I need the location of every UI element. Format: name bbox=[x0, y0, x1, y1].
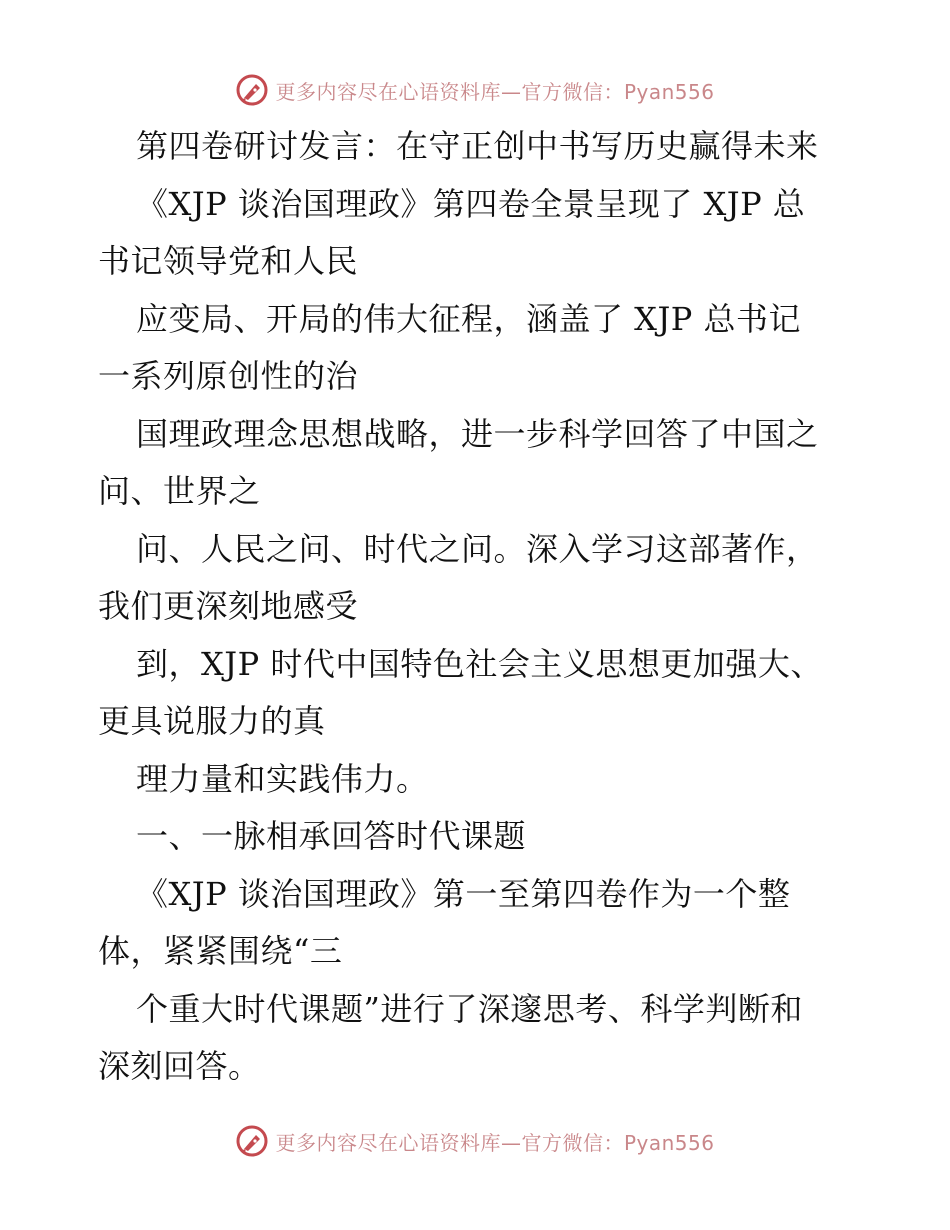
document-body bbox=[98, 118, 858, 1096]
paragraph-line: 理力量和实践伟力。 bbox=[136, 759, 429, 798]
paragraph-line: 体，紧紧围绕“三 bbox=[98, 932, 343, 970]
document-title: 第四卷研讨发言：在守正创中书写历史赢得未来 bbox=[136, 127, 819, 165]
pen-nib-logo-icon bbox=[235, 1124, 269, 1158]
watermark-text: 更多内容尽在心语资料库—官方微信：Pyan556 bbox=[275, 79, 715, 104]
paragraph-line: 书记领导党和人民 bbox=[98, 242, 359, 280]
paragraph-line: 深刻回答。 bbox=[98, 1047, 261, 1085]
paragraph-line: 《XJP 谈治国理政》第一至第四卷作为一个整 bbox=[136, 874, 791, 913]
header-watermark bbox=[0, 70, 950, 110]
paragraph-line: 个重大时代课题”进行了深邃思考、科学判断和 bbox=[136, 989, 803, 1028]
paragraph-line: 到，XJP 时代中国特色社会主义思想更加强大、 bbox=[136, 644, 823, 683]
paragraph-line: 一系列原创性的治 bbox=[98, 357, 359, 395]
section-heading: 一、一脉相承回答时代课题 bbox=[136, 817, 527, 855]
watermark-text: 更多内容尽在心语资料库—官方微信：Pyan556 bbox=[275, 1130, 715, 1155]
paragraph-line: 我们更深刻地感受 bbox=[98, 587, 359, 625]
paragraph-line: 《XJP 谈治国理政》第四卷全景呈现了 XJP 总 bbox=[136, 184, 806, 223]
paragraph-line: 更具说服力的真 bbox=[98, 702, 326, 740]
paragraph-line: 国理政理念思想战略，进一步科学回答了中国之 bbox=[136, 414, 819, 453]
paragraph-line: 问、人民之问、时代之问。深入学习这部著作， bbox=[136, 529, 819, 568]
pen-nib-logo-icon bbox=[235, 73, 269, 107]
paragraph-line: 问、世界之 bbox=[98, 472, 261, 510]
footer-watermark bbox=[0, 1121, 950, 1161]
paragraph-line: 应变局、开局的伟大征程，涵盖了 XJP 总书记 bbox=[136, 299, 801, 338]
